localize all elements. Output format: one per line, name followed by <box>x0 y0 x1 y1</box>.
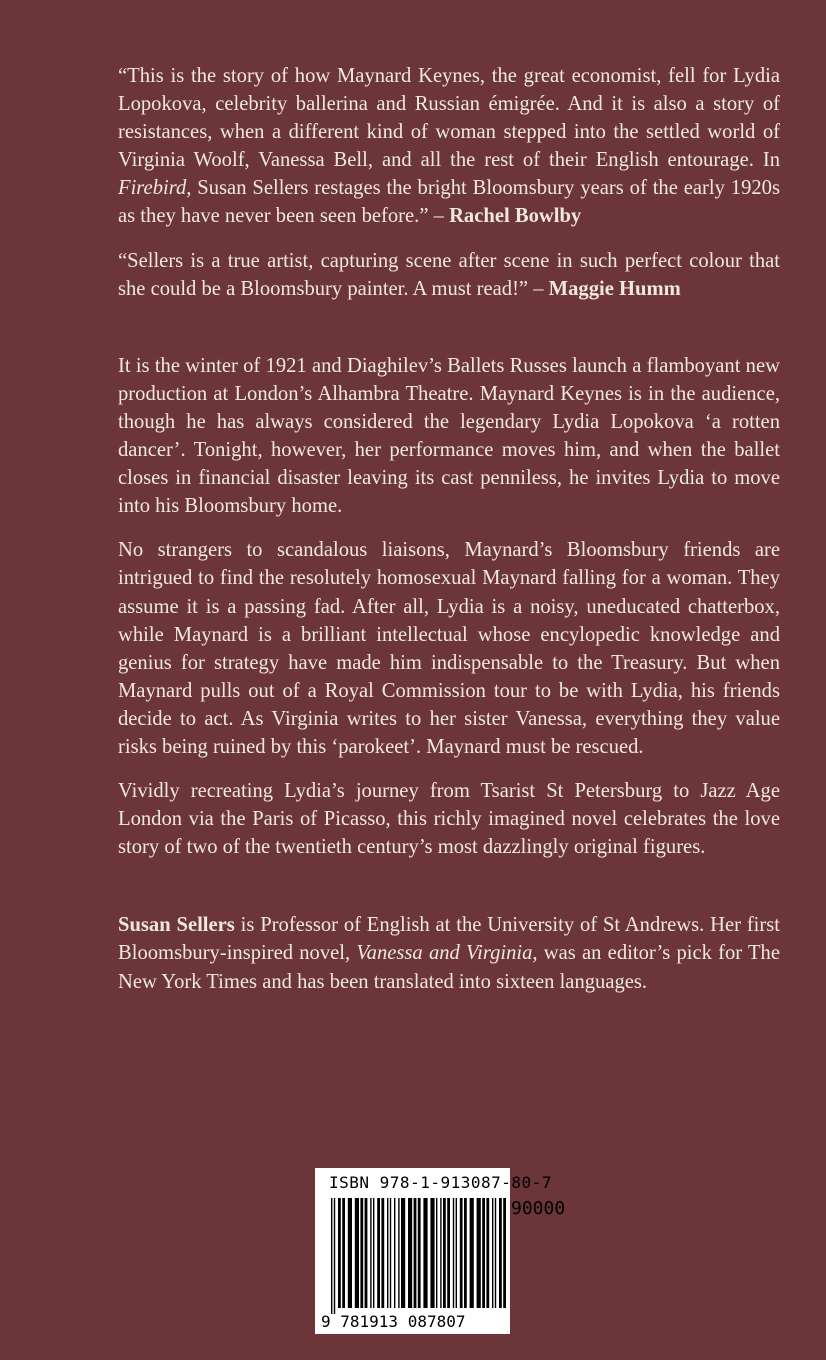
book-title: Vanessa and Virginia <box>356 942 533 965</box>
barcode-bar <box>401 1198 405 1308</box>
barcode-bar <box>334 1198 335 1314</box>
barcode-bar <box>440 1198 441 1308</box>
barcode-bar <box>348 1198 352 1308</box>
barcode-bar <box>338 1198 341 1308</box>
barcode-bar <box>495 1198 496 1308</box>
barcode-bar <box>464 1198 467 1308</box>
barcode-bar <box>370 1198 371 1308</box>
barcode-bar <box>477 1198 481 1308</box>
barcode-bar <box>398 1198 399 1308</box>
barcode-bar <box>414 1198 417 1308</box>
barcode-bar <box>447 1198 450 1308</box>
barcode-bar <box>486 1198 489 1308</box>
barcode-bar <box>503 1198 506 1308</box>
barcode-bar <box>423 1198 427 1308</box>
barcode-bar <box>390 1198 391 1308</box>
barcode-bar <box>482 1198 485 1308</box>
barcode-bar <box>418 1198 421 1308</box>
ean-barcode-bars <box>329 1198 507 1314</box>
back-cover-text <box>118 62 780 996</box>
isbn-label: ISBN 978-1-913087-80-7 <box>329 1173 552 1192</box>
barcode-bar <box>456 1198 457 1308</box>
barcode-bar <box>360 1198 363 1308</box>
barcode-bar <box>443 1198 446 1308</box>
author-name: Susan Sellers <box>118 914 235 937</box>
review-quote-humm: “Sellers is a true artist, capturing scene after scene in such perfect colour that she could be a Bloomsbury painter. A must read!” – Maggie Humm <box>118 249 780 300</box>
price-code: 90000 <box>511 1198 566 1219</box>
barcode-bar <box>373 1198 374 1308</box>
description-paragraph: Vividly recreating Lydia’s journey from Tsarist St Petersburg to Jazz Age London via the Paris of Picasso, this richly imagined novel celebrates the love story of two of the twentieth century’s most dazzlingly original figures. <box>118 780 780 859</box>
barcode-bar <box>436 1198 437 1308</box>
ean-digits: 9 781913 087807 <box>321 1312 466 1331</box>
barcode-bar <box>430 1198 434 1308</box>
quote-attribution: Maggie Humm <box>548 277 681 300</box>
quote-attribution: Rachel Bowlby <box>449 205 582 228</box>
review-quote-bowlby: “This is the story of how Maynard Keynes, the great economist, fell for Lydia Lopokova, celebrity ballerina and Russian émigrée. And it is also a story of resistances, when a different kind of woman stepped into the settled world of Virginia Woolf, Vanessa Bell, and all the rest of their English entourage. In Firebird, Susan Sellers restages the bright Bloomsbury years of the early 1920s as they have never been seen before.” – Rachel Bowlby <box>118 65 780 228</box>
description-paragraph: No strangers to scandalous liaisons, Maynard’s Bloomsbury friends are intrigued to find the resolutely homosexual Maynard falling for a woman. They assume it is a passing fad. After all, Lydia is a noisy, uneducated chatterbox, while Maynard is a brilliant intellectual whose encylopedic knowledge and genius for strategy have made him indispensable to the Treasury. But when Maynard pulls out of a Royal Commission tour to be with Lydia, his friends decide to act. As Virginia writes to her sister Vanessa, everything they value risks being ruined by this ‘parokeet’. Maynard must be rescued. <box>118 539 780 758</box>
barcode-bar <box>365 1198 368 1308</box>
barcode-bar <box>377 1198 380 1308</box>
barcode-bar <box>381 1198 384 1308</box>
barcode-bar <box>355 1198 359 1308</box>
barcode-bar <box>331 1198 332 1314</box>
description-paragraph: It is the winter of 1921 and Diaghilev’s Ballets Russes launch a flamboyant new production at London’s Alhambra Theatre. Maynard Keynes is in the audience, though he has always considered the legendary Lydia Lopokova ‘a rotten dancer’. Tonight, however, her performance moves him, and when the ballet closes in financial disaster leaving its cast penniless, he invites Lydia to move into his Bloomsbury home. <box>118 354 780 518</box>
barcode-bar <box>387 1198 388 1308</box>
barcode-bar <box>408 1198 412 1308</box>
barcode-bar <box>342 1198 345 1308</box>
barcode-bar <box>492 1198 493 1308</box>
isbn-barcode <box>315 1168 566 1334</box>
barcode-bar <box>394 1198 395 1308</box>
author-bio: Susan Sellers is Professor of English at the University of St Andrews. Her first Bloomsbury-inspired novel, Vanessa and Virginia, was an editor’s pick for The New York Times and has been translated into sixteen languages. <box>118 914 780 993</box>
barcode-bar <box>460 1198 463 1308</box>
barcode-bar <box>470 1198 474 1308</box>
barcode-bar <box>453 1198 454 1308</box>
book-title-firebird: Firebird <box>118 177 187 200</box>
barcode-bar <box>499 1198 502 1308</box>
